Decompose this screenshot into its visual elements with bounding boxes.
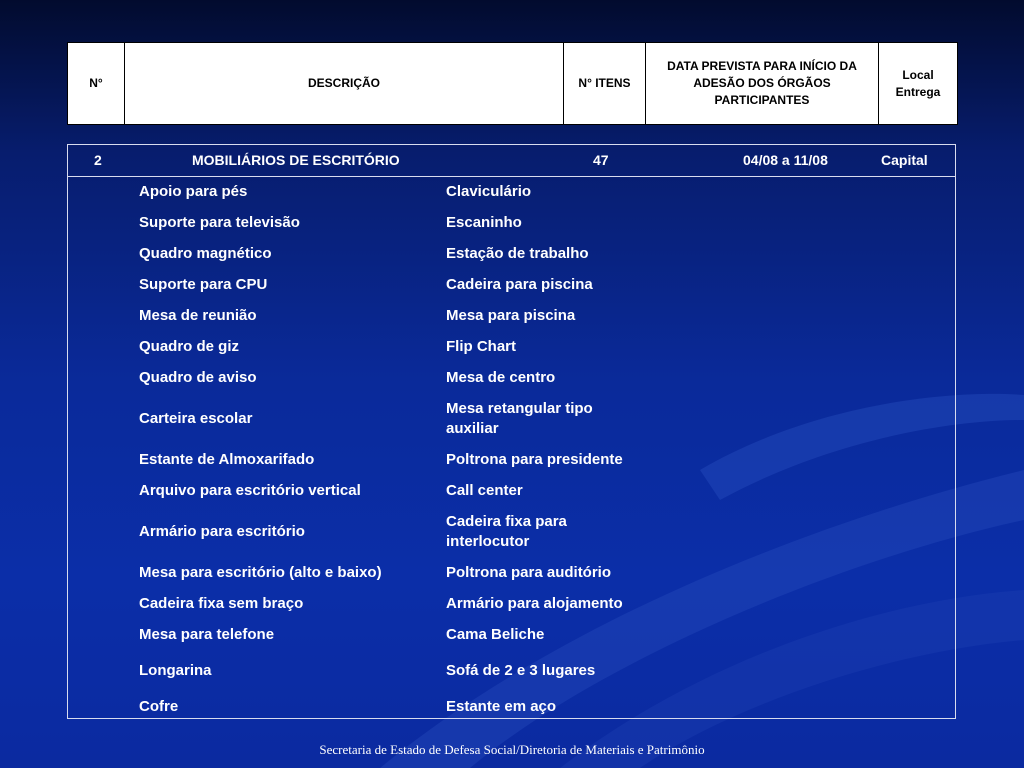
item-right: Mesa para piscina (446, 306, 576, 324)
list-item (68, 176, 955, 207)
item-right: Escaninho (446, 213, 522, 231)
item-right: Call center (446, 481, 523, 499)
list-item (68, 475, 955, 506)
list-item (68, 238, 955, 269)
item-left: Cofre (139, 698, 179, 715)
list-item (68, 691, 955, 723)
group-header-row (68, 145, 955, 177)
item-right: Cadeira para piscina (446, 275, 593, 293)
header-table (67, 42, 958, 125)
list-item (68, 393, 955, 444)
list-item (68, 331, 955, 362)
items-box (67, 144, 956, 719)
header-col-date: DATA PREVISTA PARA INÍCIO DA ADESÃO DOS ÓRGÃOS PARTICIPANTES (646, 43, 879, 125)
list-item (68, 619, 955, 650)
group-local: Capital (881, 152, 928, 168)
list-item (68, 557, 955, 588)
item-right: Mesa de centro (446, 368, 556, 386)
list-item (68, 300, 955, 331)
item-left: Quadro magnético (139, 244, 272, 262)
header-col-items: N° ITENS (564, 43, 646, 125)
footer-text: Secretaria de Estado de Defesa Social/Diretoria de Materiais e Patrimônio (319, 742, 705, 757)
item-left: Mesa para escritório (alto e baixo) (139, 563, 382, 581)
item-left: Quadro de aviso (139, 368, 257, 386)
header-col-local: Local Entrega (879, 43, 958, 125)
header-col-description: DESCRIÇÃO (125, 43, 564, 125)
item-right: Estação de trabalho (446, 244, 589, 262)
item-right: Claviculário (446, 182, 532, 200)
item-right: Estante em aço (446, 698, 557, 715)
group-title: MOBILIÁRIOS DE ESCRITÓRIO (192, 152, 400, 168)
list-item (68, 207, 955, 238)
item-left: Suporte para CPU (139, 275, 268, 293)
item-left: Longarina (139, 661, 212, 679)
item-right: Cadeira fixa para interlocutor (446, 512, 567, 550)
list-item (68, 269, 955, 300)
list-item (68, 588, 955, 619)
item-left: Suporte para televisão (139, 213, 300, 231)
group-dates: 04/08 a 11/08 (743, 152, 828, 168)
item-right: Sofá de 2 e 3 lugares (446, 661, 596, 679)
group-item-count: 47 (593, 152, 609, 168)
list-item (68, 444, 955, 475)
item-left: Mesa para telefone (139, 625, 275, 643)
item-right: Flip Chart (446, 337, 516, 355)
items-list (68, 176, 955, 723)
item-right: Poltrona para presidente (446, 450, 623, 468)
item-left: Arquivo para escritório vertical (139, 481, 361, 499)
item-left: Estante de Almoxarifado (139, 450, 315, 468)
item-right: Armário para alojamento (446, 594, 623, 612)
item-left: Quadro de giz (139, 337, 240, 355)
group-number: 2 (94, 152, 102, 168)
item-left: Carteira escolar (139, 409, 253, 427)
item-right: Mesa retangular tipo auxiliar (446, 399, 593, 437)
list-item (68, 506, 955, 557)
item-left: Mesa de reunião (139, 306, 257, 324)
list-item (68, 362, 955, 393)
item-right: Poltrona para auditório (446, 563, 612, 581)
item-left: Cadeira fixa sem braço (139, 594, 304, 612)
item-left: Armário para escritório (139, 522, 305, 540)
item-right: Cama Beliche (446, 625, 545, 643)
list-item (68, 650, 955, 691)
header-col-number: N° (68, 43, 125, 125)
item-left: Apoio para pés (139, 182, 248, 200)
